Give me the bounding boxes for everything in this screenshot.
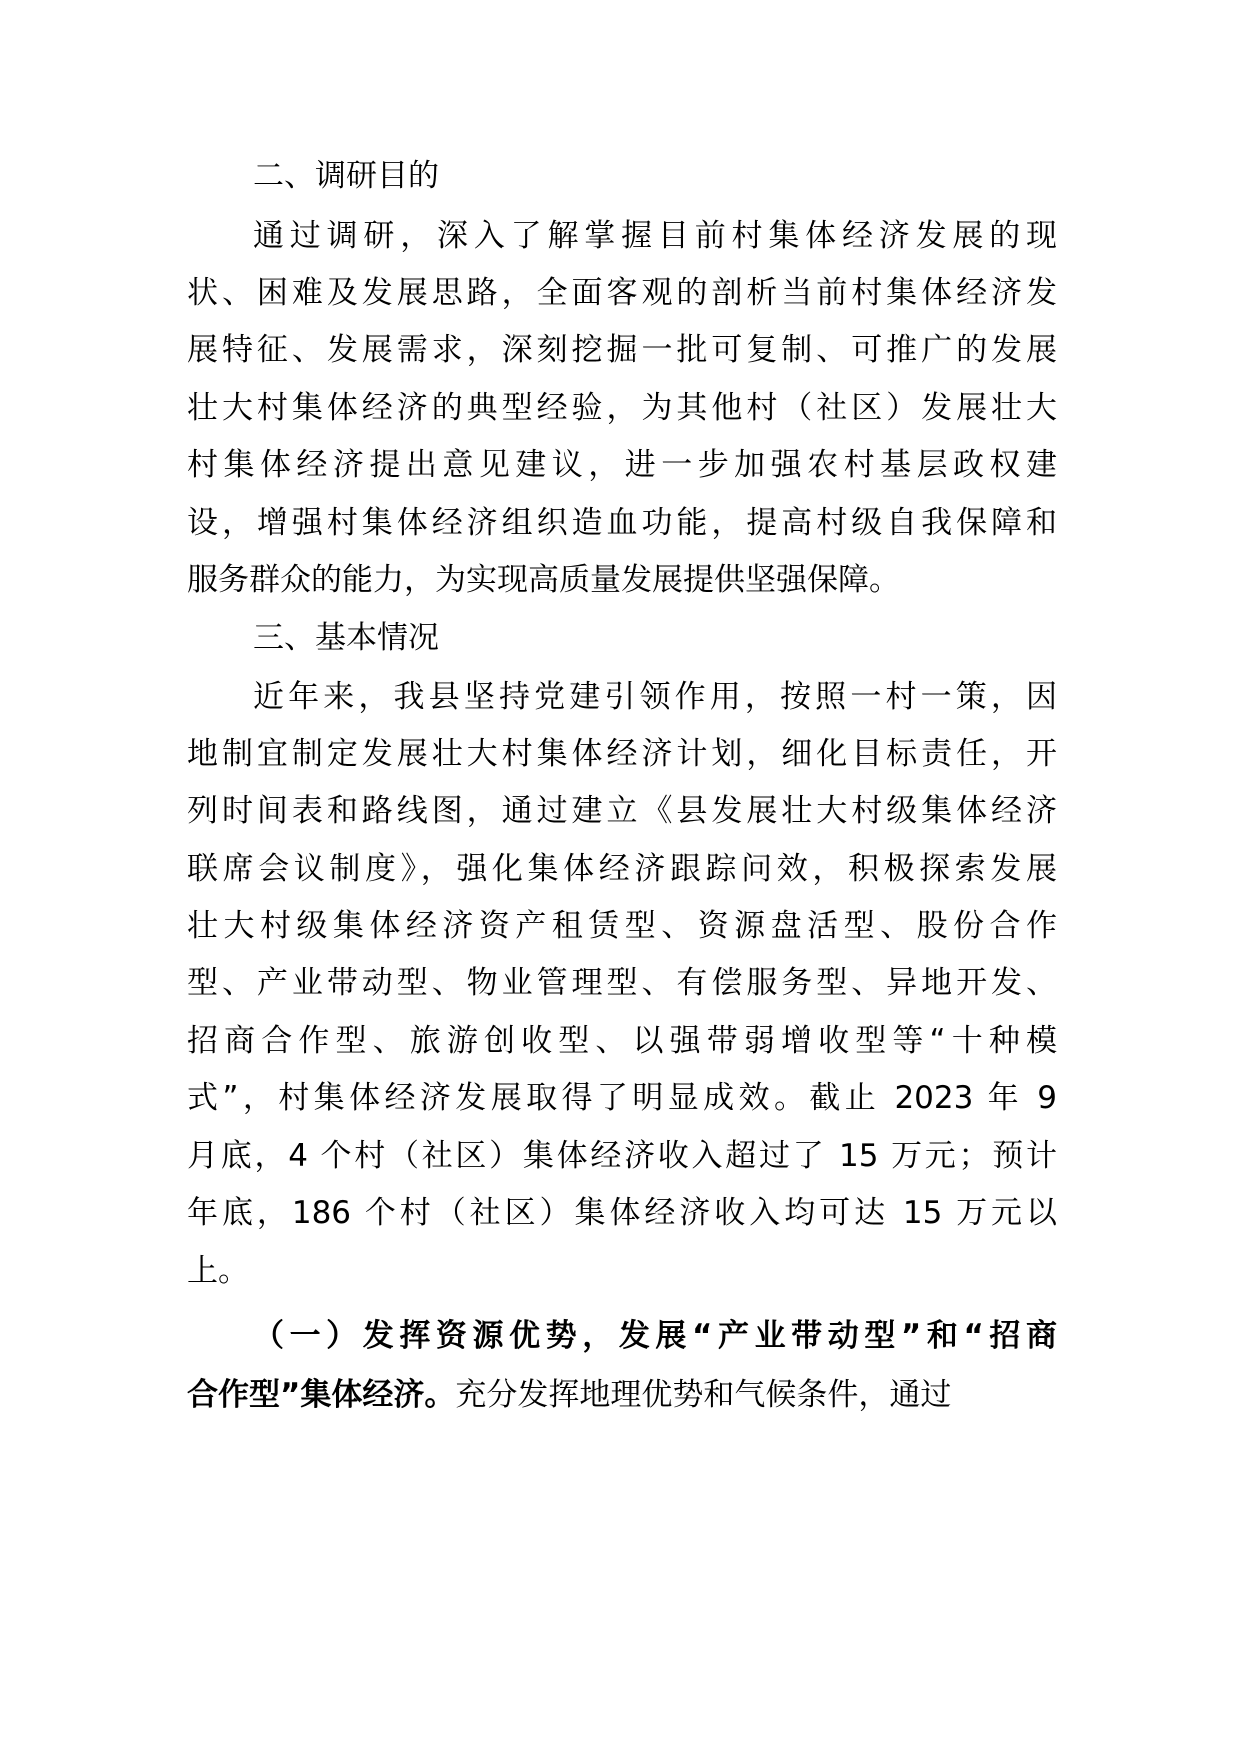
paragraph-line: 地制宜制定发展壮大村集体经济计划，细化目标责任，开	[187, 736, 1057, 772]
paragraph-line: 列时间表和路线图，通过建立《县发展壮大村级集体经济	[187, 793, 1057, 829]
paragraph-line: 型、产业带动型、物业管理型、有偿服务型、异地开发、	[187, 965, 1057, 1001]
paragraph-line: 招商合作型、旅游创收型、以强带弱增收型等“十种模	[187, 1023, 1057, 1059]
paragraph-line: 月底，4 个村（社区）集体经济收入超过了 15 万元；预计	[187, 1138, 1057, 1174]
paragraph-line: 设，增强村集体经济组织造血功能，提高村级自我保障和	[187, 505, 1057, 541]
subsection-heading-line: （一）发挥资源优势，发展“产业带动型”和“招商	[253, 1318, 1057, 1354]
paragraph-line: 状、困难及发展思路，全面客观的剖析当前村集体经济发	[187, 275, 1057, 311]
paragraph-line: 服务群众的能力，为实现高质量发展提供坚强保障。	[187, 562, 900, 598]
paragraph-line: 上。	[187, 1253, 249, 1289]
subsection-heading-end: 合作型”集体经济。	[187, 1377, 456, 1413]
section-heading-research-purpose: 二、调研目的	[253, 158, 439, 194]
section-heading-basic-situation: 三、基本情况	[253, 620, 439, 656]
paragraph-line: 展特征、发展需求，深刻挖掘一批可复制、可推广的发展	[187, 332, 1057, 368]
paragraph-line: 壮大村集体经济的典型经验，为其他村（社区）发展壮大	[187, 390, 1057, 426]
paragraph-line: 式”，村集体经济发展取得了明显成效。截止 2023 年 9	[187, 1080, 1057, 1116]
paragraph-line: 壮大村级集体经济资产租赁型、资源盘活型、股份合作	[187, 908, 1057, 944]
paragraph-line: 通过调研，深入了解掌握目前村集体经济发展的现	[253, 218, 1057, 254]
paragraph-line: 村集体经济提出意见建议，进一步加强农村基层政权建	[187, 447, 1057, 483]
paragraph-line-mixed	[187, 1370, 1057, 1420]
paragraph-text: 充分发挥地理优势和气候条件，通过	[455, 1377, 952, 1413]
paragraph-line: 年底，186 个村（社区）集体经济收入均可达 15 万元以	[187, 1195, 1057, 1231]
paragraph-line: 近年来，我县坚持党建引领作用，按照一村一策，因	[253, 679, 1057, 715]
paragraph-line: 联席会议制度》，强化集体经济跟踪问效，积极探索发展	[187, 851, 1057, 887]
